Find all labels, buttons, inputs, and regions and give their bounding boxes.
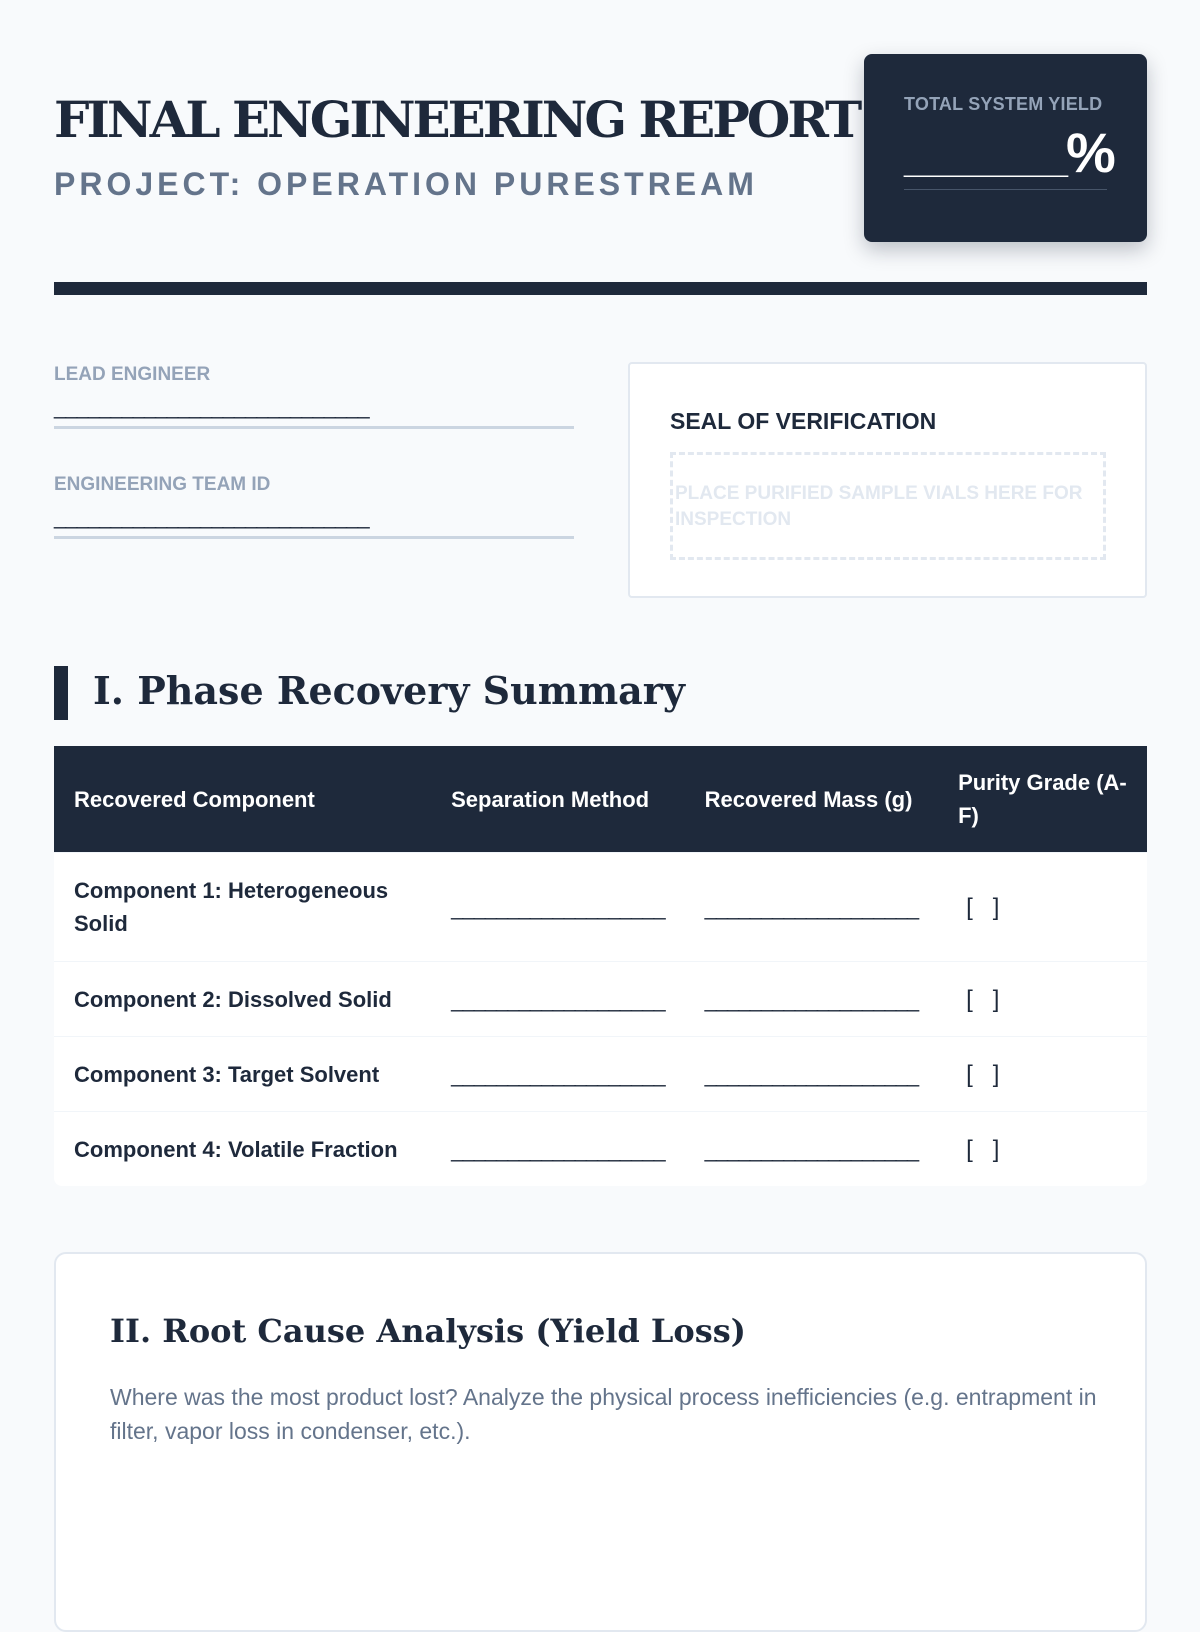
- column-header-purity: Purity Grade (A-F): [938, 746, 1147, 853]
- root-cause-prompt: Where was the most product lost? Analyze the physical process inefficiencies (e.g. entrapment in filter, vapor loss in condenser, etc.).: [110, 1384, 1097, 1444]
- separation-method-input[interactable]: ___________________: [431, 853, 684, 962]
- column-header-mass: Recovered Mass (g): [685, 746, 938, 853]
- component-name: Component 4: Volatile Fraction: [54, 1112, 431, 1187]
- page-title: FINAL ENGINEERING REPORT: [54, 90, 860, 149]
- table-row: [54, 962, 1147, 1037]
- separation-method-input[interactable]: ___________________: [431, 962, 684, 1037]
- total-yield-blank: ________: [904, 137, 1066, 181]
- column-header-method: Separation Method: [431, 746, 684, 853]
- seal-title: SEAL OF VERIFICATION: [670, 408, 937, 434]
- lead-engineer-label: LEAD ENGINEER: [54, 364, 211, 385]
- table-row: [54, 1037, 1147, 1112]
- recovered-mass-input[interactable]: ___________________: [685, 1112, 938, 1187]
- total-yield-label: TOTAL SYSTEM YIELD: [904, 94, 1103, 114]
- table-row: [54, 1112, 1147, 1187]
- project-subtitle: PROJECT: OPERATION PURESTREAM: [54, 166, 758, 202]
- component-name: Component 2: Dissolved Solid: [54, 962, 431, 1037]
- separation-method-input[interactable]: ___________________: [431, 1112, 684, 1187]
- report-page: [54, 0, 1147, 1600]
- purity-grade-input[interactable]: [ ]: [938, 1037, 1147, 1112]
- component-name: Component 1: Heterogeneous Solid: [54, 853, 431, 962]
- total-yield-field[interactable]: [904, 121, 1116, 190]
- section-title-root-cause: II. Root Cause Analysis (Yield Loss): [110, 1312, 746, 1350]
- lead-engineer-field: [54, 364, 574, 429]
- table-row: [54, 853, 1147, 962]
- recovered-mass-input[interactable]: ___________________: [685, 853, 938, 962]
- team-id-input[interactable]: ____________________________: [54, 504, 574, 539]
- section-accent-bar: [54, 666, 68, 720]
- header-divider: [54, 282, 1147, 295]
- sample-vial-drop-zone[interactable]: PLACE PURIFIED SAMPLE VIALS HERE FOR INSPECTION: [670, 452, 1106, 560]
- recovered-mass-input[interactable]: ___________________: [685, 1037, 938, 1112]
- recovered-mass-input[interactable]: ___________________: [685, 962, 938, 1037]
- team-id-field: [54, 474, 574, 539]
- root-cause-analysis-card: [54, 1252, 1147, 1632]
- total-yield-card: [864, 54, 1147, 242]
- percent-unit: %: [1065, 121, 1116, 184]
- column-header-component: Recovered Component: [54, 746, 431, 853]
- separation-method-input[interactable]: ___________________: [431, 1037, 684, 1112]
- component-name: Component 3: Target Solvent: [54, 1037, 431, 1112]
- purity-grade-input[interactable]: [ ]: [938, 853, 1147, 962]
- lead-engineer-input[interactable]: ____________________________: [54, 394, 574, 429]
- purity-grade-input[interactable]: [ ]: [938, 962, 1147, 1037]
- section-title-phase-recovery: I. Phase Recovery Summary: [93, 668, 685, 713]
- team-id-label: ENGINEERING TEAM ID: [54, 474, 271, 495]
- table-header-row: [54, 746, 1147, 853]
- seal-of-verification: [628, 362, 1147, 598]
- purity-grade-input[interactable]: [ ]: [938, 1112, 1147, 1187]
- phase-recovery-table: [54, 746, 1147, 1186]
